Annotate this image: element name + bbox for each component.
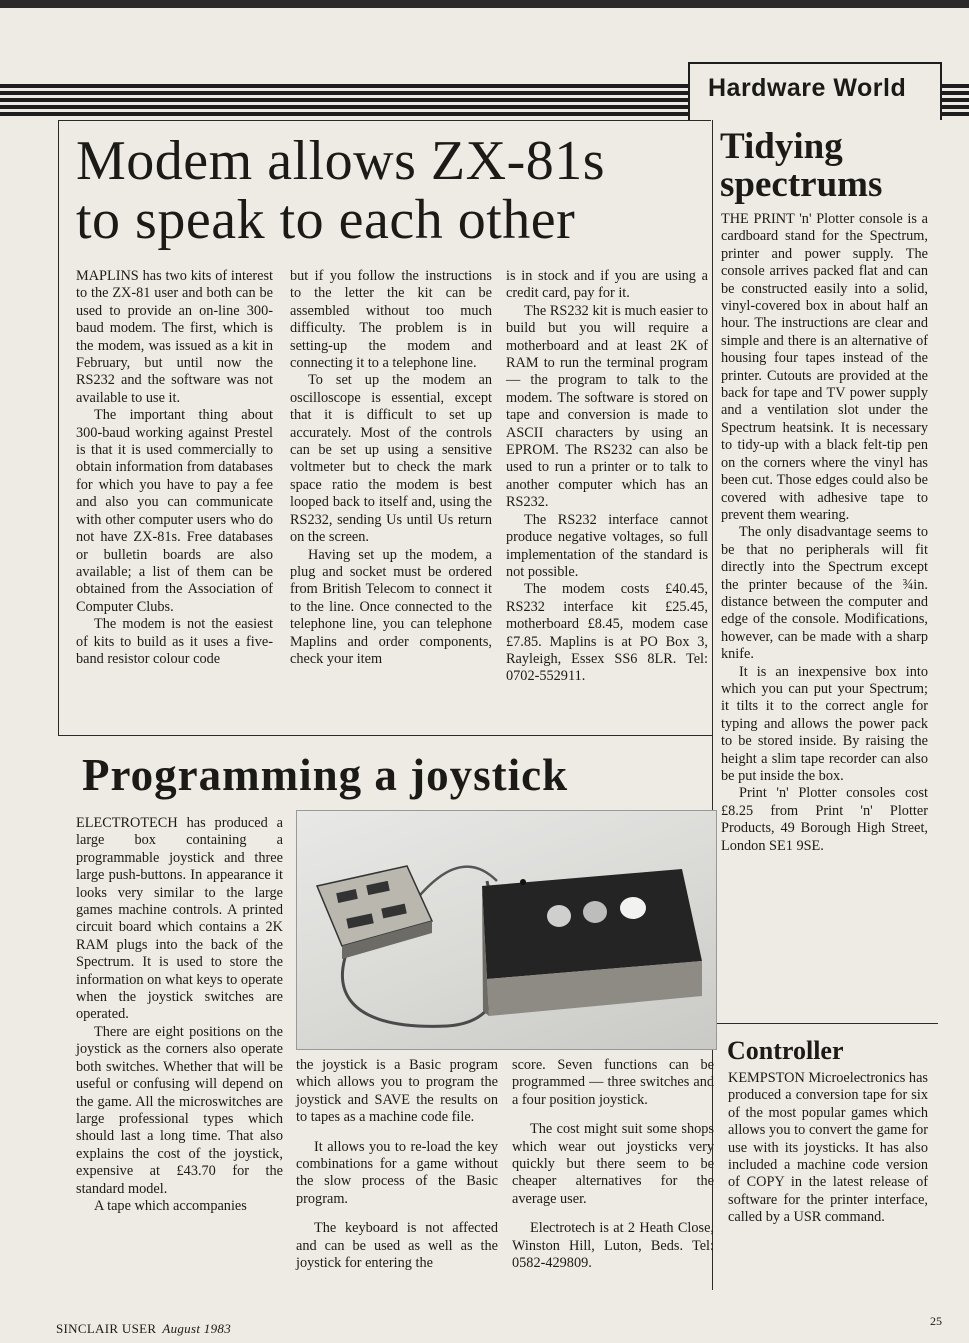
paragraph: The important thing about 300-baud working against Prestel is that it is used commercially to obtain information from databases for which you have to pay a fee and also you can communicate with other computer users who do not have ZX-81s. Free databases or bulletin boards are also available; a list of them can be obtained from the Association of Computer Clubs.: [76, 407, 273, 615]
top-edge-bar: [0, 0, 969, 8]
issue-date: August 1983: [162, 1321, 231, 1336]
paragraph: the joystick is a Basic program which allows you to program the joystick and SAVE the results on to tapes as a machine code file.: [296, 1057, 498, 1126]
paragraph: It allows you to re-load the key combinations for a game without the slow process of the Basic program.: [296, 1138, 498, 1207]
article-headline-controller: Controller: [727, 1036, 844, 1065]
paragraph: The RS232 kit is much easier to build but you will require a motherboard and at least 2K of RAM to run the terminal program — the program to talk to the modem. The software is stored on tape and conversion is made to ASCII characters by using an EPROM. The RS232 can also be used to run a printer or to talk to another computer which has an RS232.: [506, 302, 708, 511]
magazine-name: SINCLAIR USER: [56, 1321, 157, 1336]
page-number: 25: [930, 1314, 942, 1328]
article-headline-modem: [76, 132, 605, 250]
paragraph: MAPLINS has two kits of interest to the ZX-81 user and both can be used to provide an on-line 300-baud modem. The first, which is the modem, was issued as a kit in February, but until now the RS232 and the software was not available to use it.: [76, 268, 273, 406]
article4-column: [728, 1070, 928, 1227]
paragraph: score. Seven functions can be programmed — three switches and a four position joystick.: [512, 1057, 714, 1108]
joystick-photo-image: [297, 811, 716, 1049]
headline-line: Modem allows ZX-81s: [76, 130, 606, 192]
header-rules: [0, 84, 690, 118]
paragraph: Having set up the modem, a plug and socket must be ordered from British Telecom to connect it to the line. Once connected to the telephone line, you can telephone Maplins and order components, check your item: [290, 546, 492, 667]
paragraph: The RS232 interface cannot produce negative voltages, so full implementation of the standard is not possible.: [506, 511, 708, 580]
article2-column-3: [512, 1057, 714, 1272]
paragraph: The modem is not the easiest of kits to build as it uses a five-band resistor colour code: [76, 616, 273, 667]
paragraph: is in stock and if you are using a credit card, pay for it.: [506, 268, 708, 302]
paragraph: ELECTROTECH has produced a large box containing a programmable joystick and three large push-buttons. In appearance it looks very similar to the large games machine controls. A printed circuit board which contains a 2K RAM plugs into the back of the Spectrum. It is used to store the information on what keys to operate when the joystick switches are operated.: [76, 815, 283, 1023]
paragraph: THE PRINT 'n' Plotter console is a cardboard stand for the Spectrum, printer and power supply. The console arrives packed flat and can be constructed easily into a solid, vinyl-covered box in about half an hour. The instructions are clear and simple and there is an alternative of housing four tapes instead of the printer. Cutouts are provided at the back for tape and TV power supply and a ventilation slot under the Spectrum heatsink. It is necessary to tidy-up with a black felt-tip pen on the corners where the vinyl has been cut. Those edges could also be covered with adhesive tape to prevent them wearing.: [721, 211, 928, 523]
headline-line: to speak to each other: [76, 188, 576, 251]
sidebar-divider-rule: [712, 1023, 938, 1024]
article-divider: [58, 735, 712, 736]
article-headline-tidying: [720, 128, 882, 203]
paragraph: but if you follow the instructions to the letter the kit can be assembled without too much difficulty. The problem is in setting-up the modem and connecting it to a telephone line.: [290, 268, 492, 372]
section-label: Hardware World: [708, 74, 907, 102]
paragraph: Electrotech is at 2 Heath Close, Winston Hill, Luton, Beds. Tel: 0582-429809.: [512, 1220, 714, 1272]
headline-line: spectrums: [720, 163, 883, 205]
paragraph: There are eight positions on the joystick as the corners also operate both switches. Whether that will be useful or confusing will depend on the game. All the microswitches are large professional types which should last a long time. That also explains the cost of the joystick, expensive at £43.70 for the standard model.: [76, 1023, 283, 1197]
footer-credit: [56, 1321, 231, 1337]
paragraph: It is an inexpensive box into which you can put your Spectrum; it tilts it to the correct angle for typing and allows the power pack to be stored inside. By raising the height a slim tape recorder can also be put inside the box.: [721, 663, 928, 784]
paragraph: A tape which accompanies: [94, 1197, 247, 1214]
paragraph: KEMPSTON Microelectronics has produced a conversion tape for six of the most popular games which allows you to convert the game for use with its joysticks. It has also included a machine code version of COPY in the latest release of software for the printer interface, called by a USR command.: [728, 1070, 928, 1226]
article3-column: [721, 211, 928, 855]
article2-column-1: [76, 815, 283, 1215]
article2-column-2: [296, 1057, 498, 1272]
paragraph: The only disadvantage seems to be that no peripherals will fit directly into the Spectrum except the printer because of the ¾in. distance between the computer and edge of the console. Modifications, however, can be made with a sharp knife.: [721, 524, 928, 663]
paragraph: The modem costs £40.45, RS232 interface kit £25.45, motherboard £8.45, modem case £7.85. Maplins is at PO Box 3, Rayleigh, Essex SS6 8LR. Tel: 0702-552911.: [506, 581, 708, 685]
article-headline-joystick: Programming a joystick: [82, 750, 569, 800]
paragraph: The keyboard is not affected and can be used as well as the joystick for entering the: [296, 1220, 498, 1272]
paragraph: Print 'n' Plotter consoles cost £8.25 from Print 'n' Plotter Products, 49 Borough High Street, London SE1 9SE.: [721, 785, 928, 854]
article1-column-1: [76, 268, 273, 668]
paragraph: To set up the modem an oscilloscope is essential, except that it is difficult to set up accurately. Most of the controls can be set up using a sensitive voltmeter but to check the mark space ratio the modem is best looped back to itself and, using the RS232, sending Us until Us return on the screen.: [290, 372, 492, 546]
headline-line: Tidying: [720, 126, 843, 167]
article1-column-2: [290, 268, 492, 668]
header-rules-right: [938, 84, 969, 118]
joystick-photo: [296, 810, 717, 1050]
article1-column-3: [506, 268, 708, 686]
paragraph: The cost might suit some shops which wear out joysticks very quickly but there seem to be cheaper alternatives for the average user.: [512, 1121, 714, 1207]
